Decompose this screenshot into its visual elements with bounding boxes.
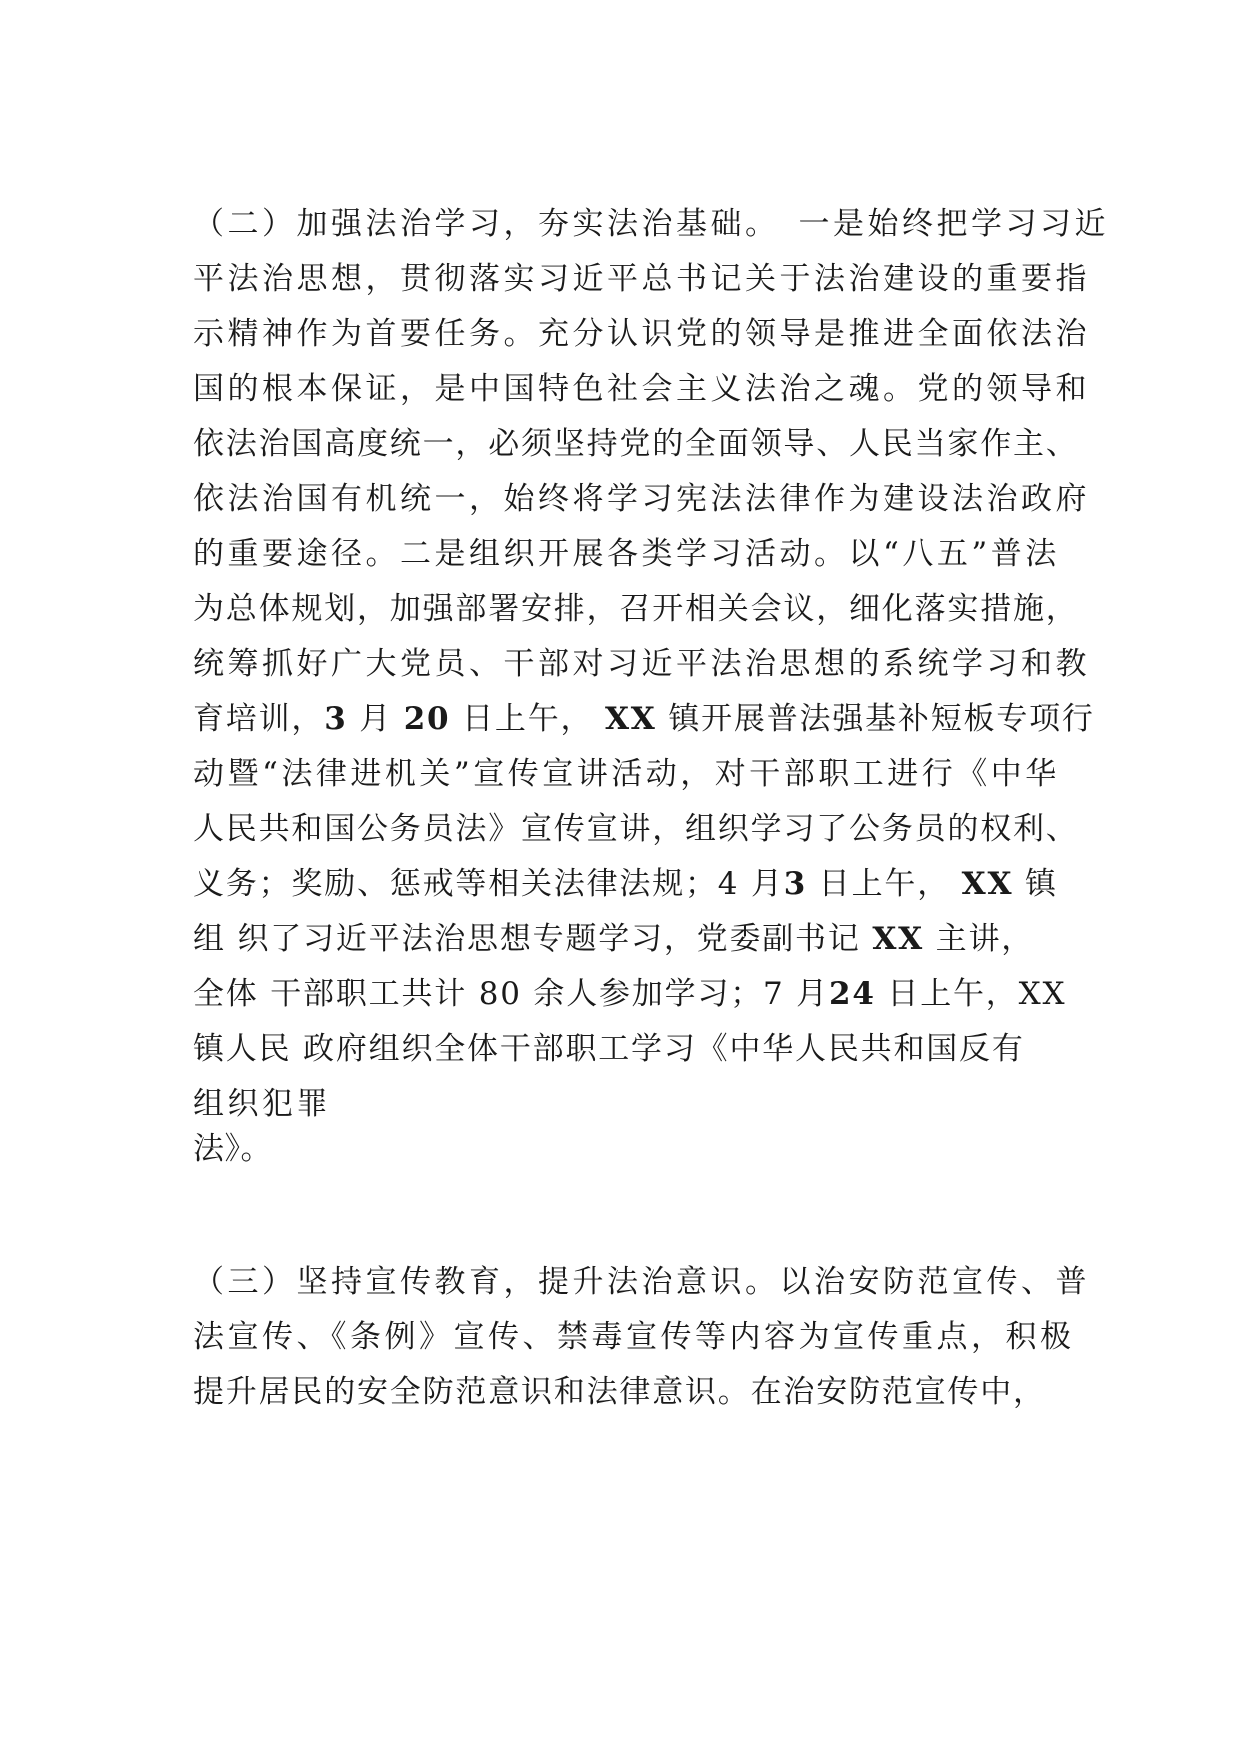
line-10-text-4: 镇开展普法强基补短板专项行 [656, 701, 1095, 737]
line-13-xx: XX [961, 866, 1014, 902]
section-2-line-9: 统筹抓好广大党员、干部对习近平法治思想的系统学习和教 [193, 646, 1090, 682]
line-14-text-2: 主讲， [924, 921, 1035, 957]
section-2-line-14 [193, 919, 1034, 959]
section-2-line-1: （二）加强法治学习，夯实法治基础。 一是始终把学习习近 [193, 206, 1109, 242]
section-3-line-2: 法宣传、《条例》宣传、禁毒宣传等内容为宣传重点，积极 [193, 1319, 1075, 1355]
section-2-line-18: 法》。 [193, 1131, 272, 1167]
line-14-xx: XX [872, 921, 925, 957]
section-2-line-10 [193, 699, 1095, 739]
line-13-text-2: 日上午， [807, 866, 962, 902]
section-3-line-3: 提升居民的安全防范意识和法律意识。在治安防范宣传中， [193, 1374, 1046, 1410]
line-10-text-1: 育培训， [193, 701, 325, 737]
section-2-line-11: 动暨“法律进机关”宣传宣讲活动，对干部职工进行《中华 [193, 756, 1060, 792]
section-2-line-13 [193, 864, 1058, 904]
line-13-number-3: 3 [783, 866, 808, 902]
section-3-line-1: （三）坚持宣传教育，提升法治意识。以治安防范宣传、普 [193, 1264, 1090, 1300]
line-15-text-1: 全体 干部职工共计 80 余人参加学习；7 月 [193, 976, 829, 1012]
section-2-line-17: 组织犯罪 [193, 1086, 331, 1122]
section-2-line-16: 镇人民 政府组织全体干部职工学习《中华人民共和国反有 [193, 1031, 1025, 1067]
section-2-line-15 [193, 974, 1066, 1014]
section-2-line-2: 平法治思想，贯彻落实习近平总书记关于法治建设的重要指 [193, 261, 1090, 297]
line-15-number-24: 24 [828, 976, 876, 1012]
section-2-line-12: 人民共和国公务员法》宣传宣讲，组织学习了公务员的权利、 [193, 811, 1079, 847]
line-14-text-1: 组 织了习近平法治思想专题学习，党委副书记 [193, 921, 873, 957]
line-10-xx: XX [604, 701, 657, 737]
section-2-line-4: 国的根本保证，是中国特色社会主义法治之魂。党的领导和 [193, 371, 1090, 407]
section-2-line-5: 依法治国高度统一，必须坚持党的全面领导、人民当家作主、 [193, 426, 1079, 462]
section-2-line-7: 的重要途径。二是组织开展各类学习活动。以“八五”普法 [193, 536, 1060, 572]
line-15-text-2: 日上午，XX [875, 976, 1067, 1012]
line-10-text-3: 日上午， [450, 701, 605, 737]
section-2-line-8: 为总体规划，加强部署安排，召开相关会议，细化落实措施， [193, 591, 1079, 627]
line-10-text-2: 月 [347, 701, 404, 737]
line-13-text-1: 义务；奖励、惩戒等相关法律法规；4 月 [193, 866, 784, 902]
line-10-number-20: 20 [403, 701, 451, 737]
section-2-line-6: 依法治国有机统一，始终将学习宪法法律作为建设法治政府 [193, 481, 1090, 517]
section-2-line-3: 示精神作为首要任务。充分认识党的领导是推进全面依法治 [193, 316, 1090, 352]
line-13-text-3: 镇 [1013, 866, 1058, 902]
line-10-number-3: 3 [324, 701, 348, 737]
